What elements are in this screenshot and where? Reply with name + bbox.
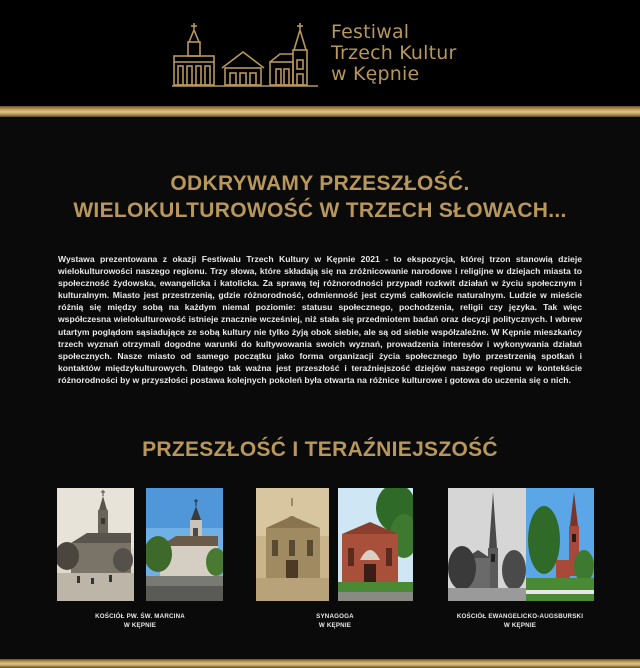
logo-line-3: w Kępnie xyxy=(331,63,420,85)
page-headline xyxy=(0,170,640,224)
headline-line-1: ODKRYWAMY PRZESZŁOŚĆ. xyxy=(170,172,470,195)
gold-divider-top xyxy=(0,106,640,117)
logo-line-1: Festiwal xyxy=(331,21,410,43)
festival-logo-text xyxy=(331,22,457,85)
photo-evangelical-church-present xyxy=(526,488,594,601)
caption-line-2: W KĘPNIE xyxy=(318,622,352,629)
photo-st-martin-church-historic xyxy=(57,488,134,601)
photo-evangelical-church-historic xyxy=(448,488,526,601)
photo-synagogue-present xyxy=(338,488,413,601)
gold-divider-bottom xyxy=(0,659,640,668)
caption-line-2: W KĘPNIE xyxy=(123,622,157,629)
caption-st-martin-church xyxy=(50,612,230,630)
logo-line-2: Trzech Kultur xyxy=(331,42,457,64)
section-title: PRZESZŁOŚĆ I TERAŹNIEJSZOŚĆ xyxy=(142,438,498,461)
caption-line-1: SYNAGOGA xyxy=(316,613,354,620)
caption-synagogue xyxy=(245,612,425,630)
caption-line-1: KOŚCIÓŁ PW. ŚW. MARCINA xyxy=(95,613,185,620)
photo-synagogue-historic xyxy=(256,488,329,601)
caption-line-1: KOŚCIÓŁ EWANGELICKO-AUGSBURSKI xyxy=(456,613,584,620)
caption-line-2: W KĘPNIE xyxy=(503,622,537,629)
festival-logo-icon xyxy=(172,22,322,88)
intro-paragraph: Wystawa prezentowana z okazji Festiwalu Trzech Kultury w Kępnie 2021 - to ekspozycja, której trzon stanowią dzieje wielokulturowości naszego regionu. Trzy słowa, które składają się na zróżnicowanie narodowe i religijne w dziejach miasta to społeczność żydowska, ewangelicka i katolicka. Za sprawą tej różnorodności przypadł rozkwit działań w życiu społecznym i kulturalnym. Miasto jest przestrzenią, gdzie różnorodność, odmienność jest czymś całkowicie naturalnym. Ludzie w mieście różnią się między sobą na każdym niemal poziomie: statusu społecznego, pochodzenia, religii czy języka. Tak więc współczesna wielokulturowość istnieje znacznie wcześniej, niż stała się przedmiotem badań oraz decyzji politycznych. I wbrew utartym poglądom sąsiadujące ze sobą kultury nie tylko żyją obok siebie, ale są od siebie współzależne. W Kępnie mieszkańcy trzech wyznań otrzymali dogodne warunki do kultywowania swoich wyznań, prowadzenia interesów i wykonywania działań społecznych. Nasze miasto od samego początku jako forma organizacji życia społecznego było przestrzenią spotkań i kontaktów międzykulturowych. Dlatego tak ważna jest przeszłość i teraźniejszość dziejów naszego regionu w kontekście różnorodności by w przyszłości postawa kolejnych pokoleń była otwarta na różnice kulturowe i gotowa do uczenia się o nich. xyxy=(58,254,582,385)
caption-evangelical-church xyxy=(430,612,610,630)
headline-line-2: WIELOKULTUROWOŚĆ W TRZECH SŁOWACH... xyxy=(73,199,567,222)
header xyxy=(0,0,640,106)
photo-st-martin-church-present xyxy=(146,488,223,601)
